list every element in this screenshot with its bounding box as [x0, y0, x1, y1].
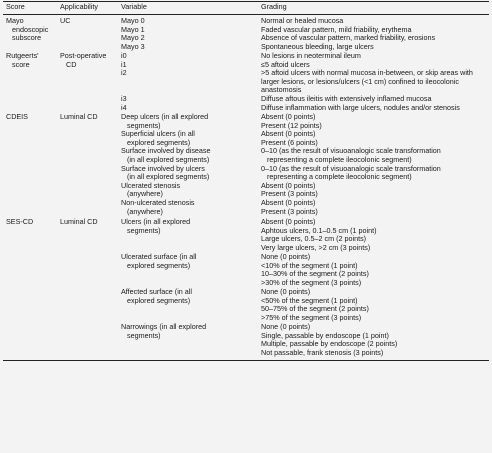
- header-bottom-rule: [3, 14, 489, 15]
- grading-cell: <50% of the segment (1 point): [261, 295, 358, 305]
- grading-cell: Single, passable by endoscope (1 point): [261, 330, 389, 340]
- grading-cell: None (0 points): [261, 322, 311, 331]
- variable-cell: (in all explored segments): [127, 155, 210, 164]
- variable-cell: Surface involved by ulcers: [121, 163, 205, 173]
- grading-cell: >5 aftoid ulcers with normal mucosa in-between, or skip areas with: [261, 68, 473, 78]
- variable-cell: segments): [127, 120, 161, 130]
- score-cell: SES-CD: [6, 217, 34, 226]
- variable-cell: Mayo 1: [121, 24, 145, 34]
- variable-cell: Superficial ulcers (in all: [121, 129, 195, 139]
- grading-cell: representing a complete ileocolonic segment): [267, 155, 412, 164]
- score-cell: endoscopic: [12, 24, 49, 34]
- grading-cell: Spontaneous bleeding, large ulcers: [261, 41, 374, 51]
- grading-cell: ≤5 aftoid ulcers: [261, 59, 310, 69]
- grading-cell: Aphtous ulcers, 0.1–0.5 cm (1 point): [261, 225, 377, 235]
- grading-cell: 10–30% of the segment (2 points): [261, 269, 369, 279]
- variable-cell: explored segments): [127, 137, 191, 147]
- grading-cell: Not passable, frank stenosis (3 points): [261, 347, 384, 357]
- grading-cell: 0–10 (as the result of visuoanalogic scale transformation: [261, 146, 441, 156]
- variable-cell: explored segments): [127, 295, 191, 305]
- grading-cell: Absent (0 points): [261, 198, 316, 207]
- score-cell: Mayo: [6, 16, 24, 25]
- grading-cell: representing a complete ileocolonic segment): [267, 172, 412, 182]
- grading-cell: <10% of the segment (1 point): [261, 260, 358, 270]
- variable-cell: Narrowings (in all explored: [121, 322, 207, 331]
- variable-cell: i0: [121, 51, 127, 60]
- variable-cell: Ulcers (in all explored: [121, 217, 191, 226]
- grading-cell: 50–75% of the segment (2 points): [261, 304, 369, 314]
- grading-cell: Absent (0 points): [261, 129, 316, 139]
- grading-cell: None (0 points): [261, 287, 311, 296]
- header-variable: Variable: [121, 2, 147, 11]
- table-bottom-rule: [3, 360, 489, 361]
- score-cell: subscore: [12, 33, 42, 43]
- grading-cell: larger lesions, or lesions/ulcers (<1 cm) confined to ileocolonic: [261, 76, 459, 86]
- grading-cell: Multiple, passable by endoscope (2 points): [261, 339, 398, 349]
- variable-cell: i1: [121, 59, 127, 69]
- grading-cell: Large ulcers, 0.5–2 cm (2 points): [261, 234, 367, 244]
- score-cell: Rutgeerts': [6, 51, 39, 60]
- variable-cell: Ulcerated surface (in all: [121, 252, 197, 261]
- variable-cell: segments): [127, 330, 161, 340]
- grading-cell: Diffuse aftous ileitis with extensively inflamed mucosa: [261, 94, 432, 103]
- header-applicability: Applicability: [60, 2, 98, 11]
- applicability-cell: Luminal CD: [60, 217, 98, 226]
- grading-cell: Faded vascular pattern, mild friability, erythema: [261, 24, 412, 34]
- variable-cell: explored segments): [127, 260, 191, 270]
- grading-cell: anastomosis: [261, 85, 302, 95]
- grading-cell: Absence of vascular pattern, marked friability, erosions: [261, 33, 436, 43]
- grading-cell: Absent (0 points): [261, 112, 316, 121]
- header-grading: Grading: [261, 2, 287, 11]
- header-score: Score: [6, 2, 25, 11]
- applicability-cell: UC: [60, 16, 71, 25]
- grading-cell: Present (3 points): [261, 189, 318, 199]
- variable-cell: Surface involved by disease: [121, 146, 211, 156]
- variable-cell: Ulcerated stenosis: [121, 180, 181, 190]
- variable-cell: segments): [127, 225, 161, 235]
- score-cell: score: [12, 59, 30, 69]
- grading-cell: Diffuse inflammation with large ulcers, nodules and/or stenosis: [261, 102, 460, 112]
- variable-cell: (anywhere): [127, 206, 163, 216]
- grading-cell: >75% of the segment (3 points): [261, 312, 362, 322]
- applicability-cell: CD: [66, 59, 77, 69]
- variable-cell: Mayo 2: [121, 33, 145, 43]
- grading-cell: 0–10 (as the result of visuoanalogic scale transformation: [261, 163, 441, 173]
- variable-cell: i4: [121, 102, 127, 112]
- grading-cell: Present (12 points): [261, 120, 322, 130]
- variable-cell: i2: [121, 68, 127, 78]
- grading-cell: Normal or healed mucosa: [261, 16, 344, 25]
- score-cell: CDEIS: [6, 112, 28, 121]
- grading-cell: Very large ulcers, >2 cm (3 points): [261, 242, 371, 252]
- variable-cell: Mayo 0: [121, 16, 145, 25]
- variable-cell: Affected surface (in all: [121, 287, 192, 296]
- grading-cell: Absent (0 points): [261, 180, 316, 190]
- grading-cell: No lesions in neoterminal ileum: [261, 51, 361, 60]
- variable-cell: Deep ulcers (in all explored: [121, 112, 209, 121]
- grading-cell: >30% of the segment (3 points): [261, 277, 362, 287]
- applicability-cell: Luminal CD: [60, 112, 98, 121]
- grading-cell: Present (3 points): [261, 206, 318, 216]
- variable-cell: (in all explored segments): [127, 172, 210, 182]
- grading-cell: None (0 points): [261, 252, 311, 261]
- variable-cell: Mayo 3: [121, 41, 145, 51]
- variable-cell: i3: [121, 94, 127, 103]
- applicability-cell: Post-operative: [60, 51, 107, 60]
- grading-cell: Present (6 points): [261, 137, 318, 147]
- variable-cell: Non-ulcerated stenosis: [121, 198, 195, 207]
- grading-cell: Absent (0 points): [261, 217, 316, 226]
- variable-cell: (anywhere): [127, 189, 163, 199]
